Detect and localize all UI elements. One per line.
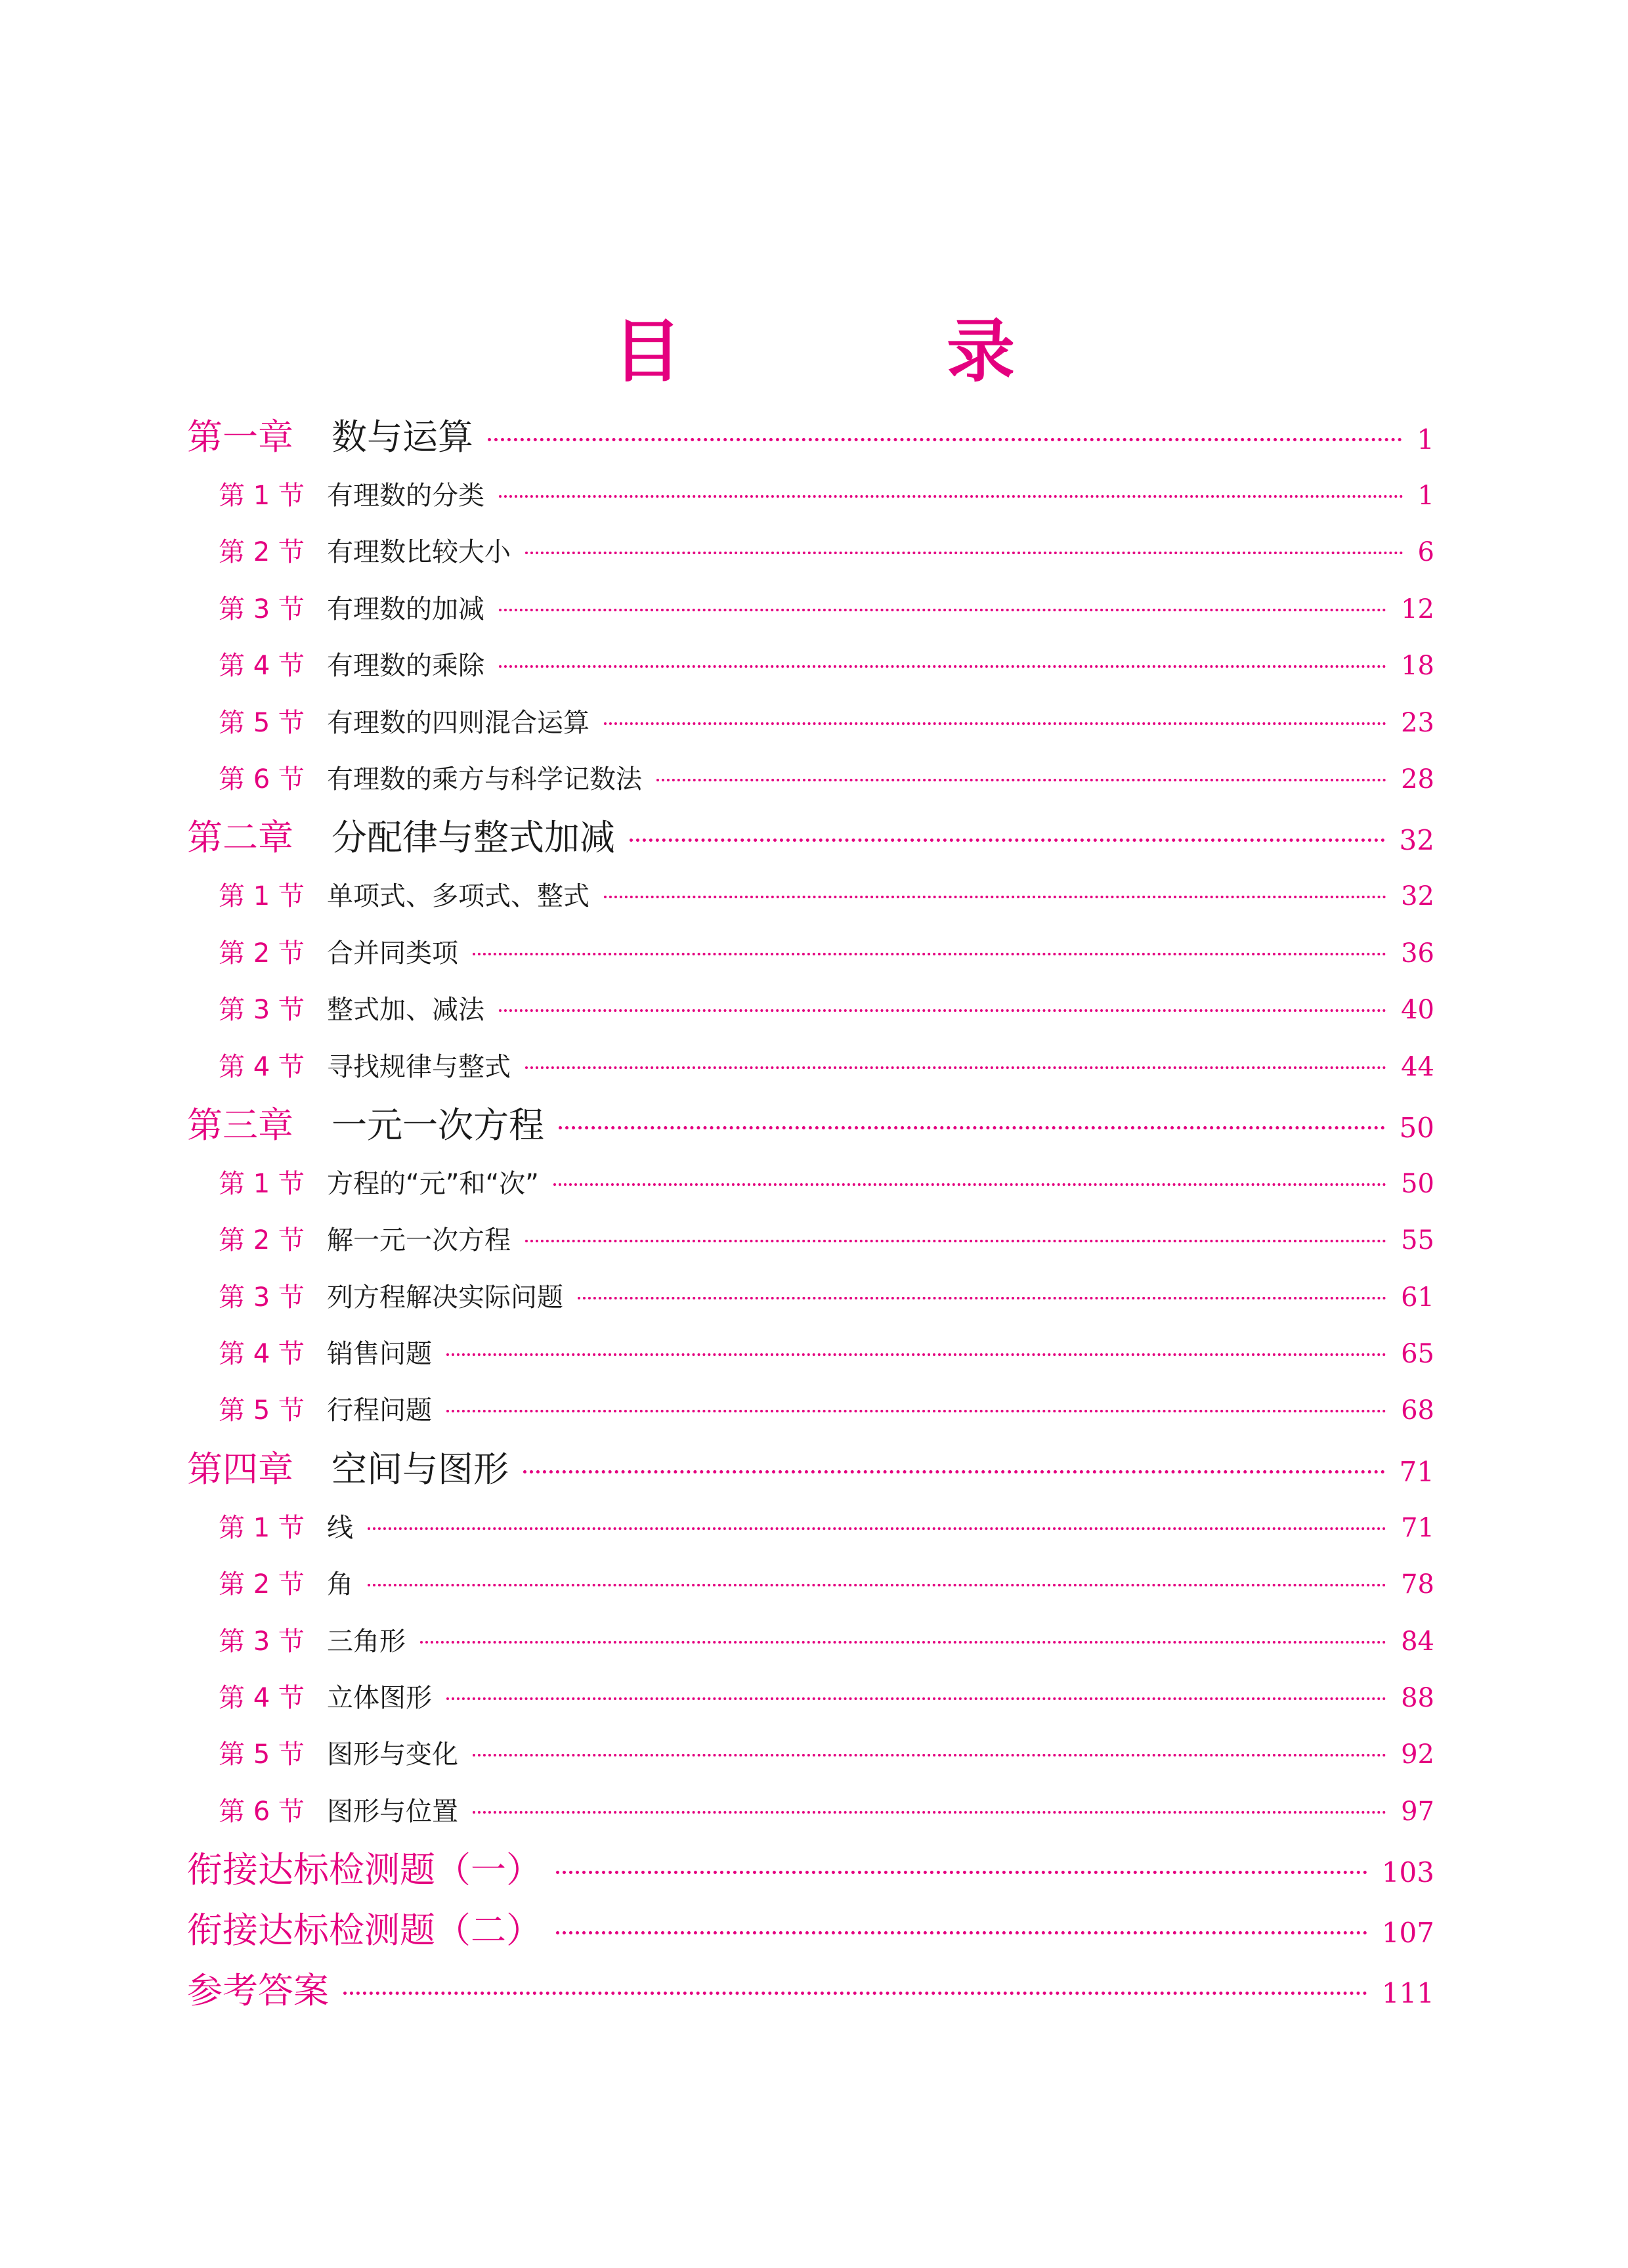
toc-section-4-6[interactable] [187, 1783, 1434, 1840]
section-title: 销售问题 [327, 1339, 432, 1370]
toc-section-1-5[interactable] [187, 695, 1434, 751]
section-title: 有理数的四则混合运算 [327, 707, 589, 738]
section-title: 图形与位置 [327, 1796, 458, 1827]
dot-leader [559, 1126, 1385, 1129]
dot-leader [473, 953, 1386, 955]
dot-leader [488, 438, 1402, 441]
page-number: 32 [1399, 824, 1434, 857]
section-title: 图形与变化 [327, 1739, 458, 1770]
section-title: 线 [327, 1512, 353, 1543]
toc-section-3-5[interactable] [187, 1382, 1434, 1439]
page-number: 71 [1399, 1455, 1434, 1488]
chapter-title: 空间与图形 [332, 1448, 509, 1490]
dot-leader [525, 1066, 1386, 1069]
chapter-label: 第二章 [187, 817, 293, 859]
toc-section-2-1[interactable] [187, 868, 1434, 925]
dot-leader [630, 839, 1385, 842]
dot-leader [446, 1353, 1386, 1356]
section-title: 角 [327, 1569, 353, 1600]
section-title: 寻找规律与整式 [327, 1051, 511, 1082]
dot-leader [525, 1240, 1386, 1242]
dot-leader [556, 1931, 1367, 1934]
dot-leader [368, 1527, 1386, 1530]
page-number: 97 [1401, 1796, 1434, 1827]
toc-section-1-1[interactable] [187, 468, 1434, 524]
section-label: 第 6 节 [219, 1796, 305, 1827]
toc-section-3-3[interactable] [187, 1269, 1434, 1326]
page-number: 36 [1401, 938, 1434, 969]
page-number: 103 [1381, 1856, 1434, 1889]
section-label: 第 4 节 [219, 1051, 305, 1082]
extra-title: 衔接达标检测题（一） [187, 1849, 542, 1891]
page-number: 61 [1401, 1282, 1434, 1313]
chapter-title: 数与运算 [332, 416, 473, 458]
dot-leader [523, 1470, 1385, 1473]
toc-section-1-3[interactable] [187, 581, 1434, 638]
page-number: 71 [1401, 1512, 1434, 1543]
page-number: 44 [1401, 1051, 1434, 1082]
page-number: 50 [1401, 1168, 1434, 1199]
toc-test-1[interactable] [187, 1840, 1434, 1900]
section-label: 第 5 节 [219, 1395, 305, 1426]
dot-leader [446, 1697, 1386, 1700]
toc-chapter-2[interactable] [187, 808, 1434, 868]
section-label: 第 3 节 [219, 1626, 305, 1657]
toc-section-3-1[interactable] [187, 1156, 1434, 1212]
dot-leader [368, 1584, 1386, 1586]
extra-title: 参考答案 [187, 1970, 329, 2012]
page-number: 28 [1401, 764, 1434, 795]
toc-section-4-1[interactable] [187, 1500, 1434, 1556]
chapter-label: 第一章 [187, 416, 293, 458]
dot-leader [578, 1297, 1386, 1299]
section-label: 第 4 节 [219, 1683, 305, 1714]
dot-leader [343, 1992, 1367, 1995]
section-title: 解一元一次方程 [327, 1225, 511, 1256]
toc-chapter-1[interactable] [187, 407, 1434, 468]
page-number: 40 [1401, 995, 1434, 1026]
dot-leader [499, 1009, 1386, 1012]
section-title: 立体图形 [327, 1683, 432, 1714]
toc-section-3-2[interactable] [187, 1212, 1434, 1269]
dot-leader [656, 779, 1386, 781]
section-label: 第 2 节 [219, 1225, 305, 1256]
dot-leader [473, 1811, 1386, 1814]
toc-section-2-4[interactable] [187, 1039, 1434, 1095]
page-number: 18 [1401, 651, 1434, 682]
table-of-contents [187, 407, 1434, 2021]
dot-leader [556, 1871, 1367, 1874]
page-number: 88 [1401, 1683, 1434, 1714]
toc-answers[interactable] [187, 1961, 1434, 2021]
toc-section-2-2[interactable] [187, 925, 1434, 982]
chapter-label: 第四章 [187, 1448, 293, 1490]
page-number: 92 [1401, 1739, 1434, 1770]
section-title: 有理数的乘除 [327, 651, 484, 682]
chapter-title: 分配律与整式加减 [332, 817, 615, 859]
toc-section-4-4[interactable] [187, 1670, 1434, 1726]
section-title: 列方程解决实际问题 [327, 1282, 563, 1313]
section-label: 第 1 节 [219, 1512, 305, 1543]
section-title: 有理数的加减 [327, 594, 484, 624]
page-number: 107 [1381, 1917, 1434, 1950]
page-number: 1 [1417, 481, 1434, 511]
section-label: 第 5 节 [219, 707, 305, 738]
section-label: 第 2 节 [219, 1569, 305, 1600]
toc-section-4-2[interactable] [187, 1556, 1434, 1613]
dot-leader [525, 552, 1403, 554]
section-label: 第 1 节 [219, 481, 305, 511]
toc-test-2[interactable] [187, 1900, 1434, 1961]
toc-chapter-3[interactable] [187, 1095, 1434, 1156]
section-label: 第 2 节 [219, 938, 305, 969]
section-label: 第 6 节 [219, 764, 305, 795]
page-number: 6 [1417, 537, 1434, 568]
toc-section-4-5[interactable] [187, 1726, 1434, 1783]
page-number: 78 [1401, 1569, 1434, 1600]
dot-leader [553, 1183, 1386, 1186]
section-label: 第 3 节 [219, 594, 305, 624]
section-title: 有理数的分类 [327, 481, 484, 511]
dot-leader [604, 722, 1386, 725]
toc-chapter-4[interactable] [187, 1439, 1434, 1500]
section-label: 第 3 节 [219, 1282, 305, 1313]
section-label: 第 3 节 [219, 995, 305, 1026]
dot-leader [499, 665, 1386, 668]
dot-leader [499, 609, 1386, 611]
dot-leader [604, 896, 1386, 898]
dot-leader [446, 1410, 1386, 1412]
section-title: 方程的“元”和“次” [327, 1168, 539, 1199]
page-number: 65 [1401, 1339, 1434, 1370]
page-number: 84 [1401, 1626, 1434, 1657]
section-title: 整式加、减法 [327, 995, 484, 1026]
section-label: 第 4 节 [219, 651, 305, 682]
page-number: 55 [1401, 1225, 1434, 1256]
section-label: 第 5 节 [219, 1739, 305, 1770]
toc-section-1-4[interactable] [187, 638, 1434, 694]
chapter-title: 一元一次方程 [332, 1104, 544, 1146]
chapter-label: 第三章 [187, 1104, 293, 1146]
toc-section-2-3[interactable] [187, 982, 1434, 1038]
toc-section-1-2[interactable] [187, 524, 1434, 580]
toc-section-4-3[interactable] [187, 1613, 1434, 1670]
page-number: 68 [1401, 1395, 1434, 1426]
section-title: 三角形 [327, 1626, 406, 1657]
section-title: 行程问题 [327, 1395, 432, 1426]
page-number: 23 [1401, 707, 1434, 738]
section-title: 合并同类项 [327, 938, 458, 969]
page-number: 32 [1401, 881, 1434, 912]
section-label: 第 1 节 [219, 1168, 305, 1199]
page-number: 12 [1401, 594, 1434, 624]
dot-leader [420, 1641, 1386, 1644]
dot-leader [473, 1754, 1386, 1756]
section-title: 有理数的乘方与科学记数法 [327, 764, 642, 795]
toc-section-3-4[interactable] [187, 1326, 1434, 1382]
toc-section-1-6[interactable] [187, 751, 1434, 808]
dot-leader [499, 495, 1403, 498]
section-label: 第 2 节 [219, 537, 305, 568]
section-title: 单项式、多项式、整式 [327, 881, 589, 912]
section-label: 第 4 节 [219, 1339, 305, 1370]
page-title: 目 录 [612, 311, 1113, 391]
page-number: 1 [1417, 424, 1434, 456]
page-number: 50 [1399, 1111, 1434, 1144]
extra-title: 衔接达标检测题（二） [187, 1909, 542, 1952]
section-title: 有理数比较大小 [327, 537, 511, 568]
section-label: 第 1 节 [219, 881, 305, 912]
page-number: 111 [1381, 1977, 1434, 2010]
